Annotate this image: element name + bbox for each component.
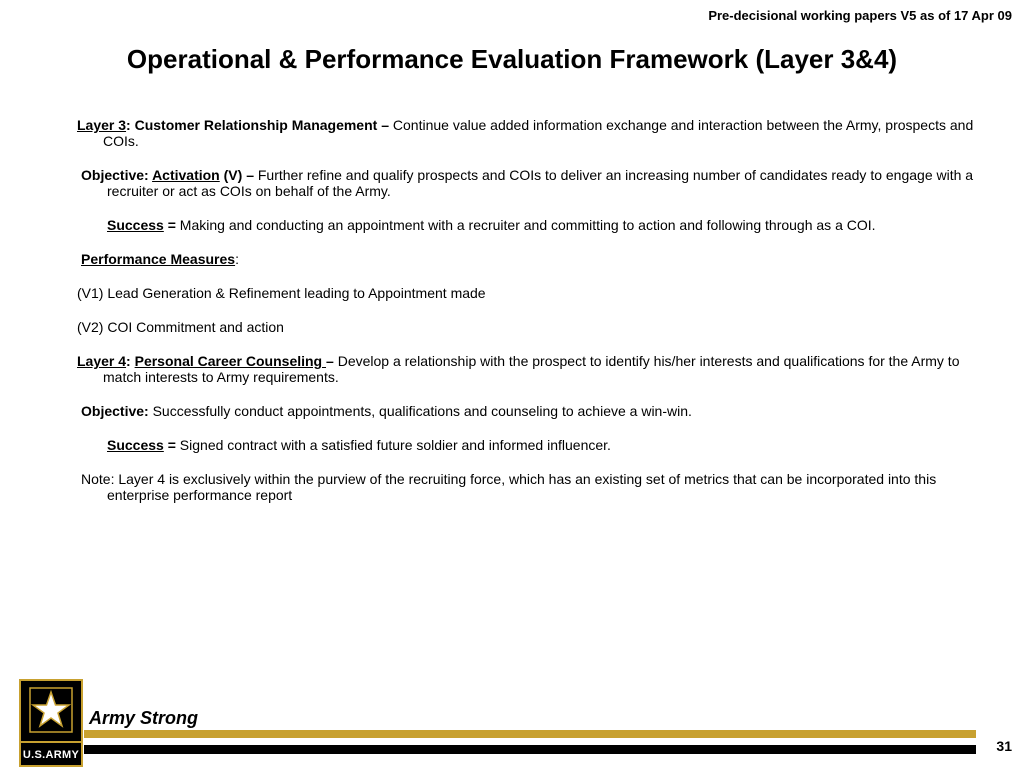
measure-v2: (V2) COI Commitment and action: [77, 319, 284, 335]
layer4-name: Personal Career Counseling: [134, 353, 327, 369]
logo-text: U.S.ARMY: [21, 741, 81, 761]
layer4-paragraph: [77, 353, 987, 385]
layer4-objective: [81, 403, 987, 419]
layer4-success-text: Signed contract with a satisfied future soldier and informed influencer.: [175, 437, 611, 453]
slide-content: [77, 117, 987, 503]
layer4-dash: –: [326, 353, 334, 369]
army-star-icon: [29, 687, 73, 733]
performance-measures-label: Performance Measures: [81, 251, 236, 267]
footer-gold-bar: [84, 730, 976, 738]
layer4-success-eq: =: [163, 437, 176, 453]
layer3-objective: [81, 167, 987, 199]
layer3-paragraph: [77, 117, 987, 149]
layer4-description: Develop a relationship with the prospect to identify his/her interests and qualifications for the Army to match interests to Army requirements.: [103, 353, 960, 385]
layer3-name: Customer Relationship Management –: [130, 117, 389, 133]
layer3-objective-label: Objective:: [81, 167, 153, 183]
layer4-objective-label: Objective:: [81, 403, 149, 419]
layer4-objective-text: Successfully conduct appointments, qualifications and counseling to achieve a win-win.: [148, 403, 692, 419]
us-army-logo: [19, 679, 83, 767]
layer3-description: Continue value added information exchange and interaction between the Army, prospects and COIs.: [103, 117, 974, 149]
layer3-success-label: Success: [107, 217, 164, 233]
army-strong-tagline: Army Strong: [89, 708, 199, 728]
layer3-colon: :: [126, 117, 131, 133]
layer3-success-text: Making and conducting an appointment with a recruiter and committing to action and following through as a COI.: [175, 217, 876, 233]
page-number: 31: [996, 738, 1012, 754]
layer3-objective-name: Activation: [152, 167, 220, 183]
layer4-note: Note: Layer 4 is exclusively within the purview of the recruiting force, which has an existing set of metrics that can be incorporated into this enterprise performance report: [81, 471, 937, 503]
layer4-success-label: Success: [107, 437, 164, 453]
layer3-objective-text: Further refine and qualify prospects and COIs to deliver an increasing number of candidates ready to engage with a recruiter or act as COIs on behalf of the Army.: [107, 167, 974, 199]
layer4-colon: :: [126, 353, 131, 369]
performance-measures-colon: :: [235, 251, 239, 267]
footer-black-bar: [84, 745, 976, 754]
header-note: Pre-decisional working papers V5 as of 17 Apr 09: [708, 8, 1012, 23]
layer3-objective-code: (V) –: [219, 167, 254, 183]
performance-measures-heading: [81, 251, 987, 267]
layer3-success: [107, 217, 987, 233]
layer3-label: Layer 3: [77, 117, 127, 133]
layer4-success: [107, 437, 987, 453]
layer4-label: Layer 4: [77, 353, 127, 369]
slide-title: Operational & Performance Evaluation Framework (Layer 3&4): [126, 44, 898, 74]
layer3-success-eq: =: [163, 217, 176, 233]
measure-v1: (V1) Lead Generation & Refinement leading to Appointment made: [77, 285, 486, 301]
